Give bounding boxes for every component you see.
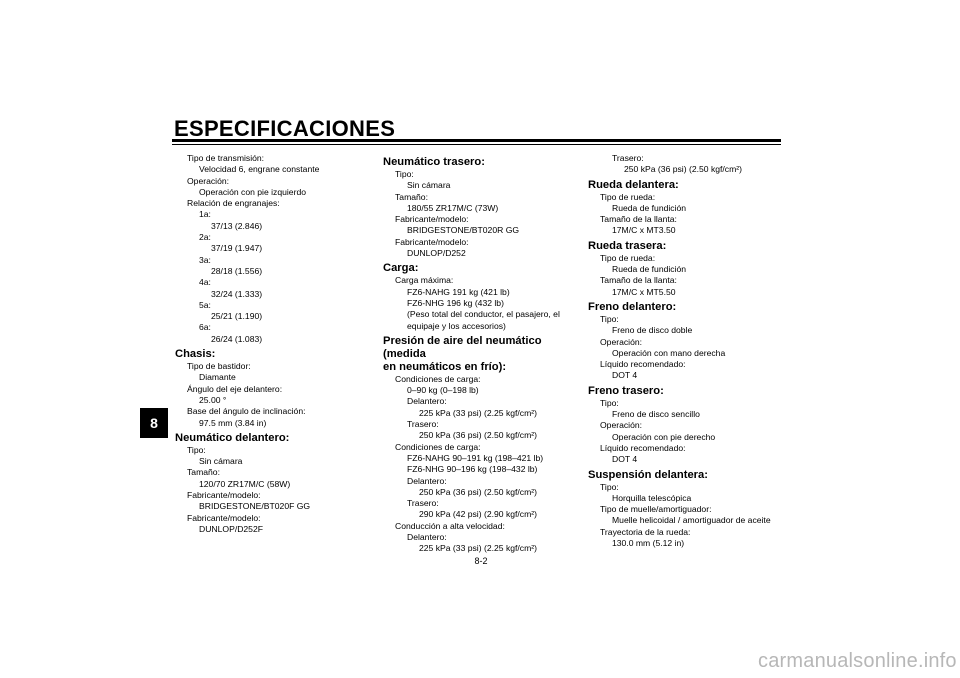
spec-label: Líquido recomendado: [600,359,686,370]
spec-label: Líquido recomendado: [600,442,686,453]
spec-value: Horquilla telescópica [612,492,692,503]
spec-column-1 [175,153,365,535]
spec-label: Tamaño de la llanta: [600,275,677,286]
spec-value: 6a: [199,322,211,333]
spec-label: Operación: [600,420,643,431]
spec-label: Conducción a alta velocidad: [395,520,505,531]
spec-value: 97.5 mm (3.84 in) [199,417,267,428]
spec-label: Fabricante/modelo: [395,214,469,225]
spec-value: Freno de disco doble [612,325,693,336]
spec-value: Trasero: [407,419,439,430]
spec-value: 25/21 (1.190) [211,311,263,322]
spec-value: DOT 4 [612,454,638,465]
spec-label: Tipo de bastidor: [187,361,251,372]
spec-label: Tamaño: [187,467,220,478]
spec-value: BRIDGESTONE/BT020F GG [199,501,311,512]
spec-value: 225 kPa (33 psi) (2.25 kgf/cm²) [419,407,537,418]
spec-value: 3a: [199,254,211,265]
spec-value: FZ6-NHG 90–196 kg (198–432 lb) [407,464,538,475]
spec-value: Sin cámara [407,180,451,191]
spec-value: 250 kPa (36 psi) (2.50 kgf/cm²) [419,430,537,441]
spec-value: Rueda de fundición [612,264,687,275]
spec-value: Velocidad 6, engrane constante [199,164,320,175]
spec-value: FZ6-NHG 196 kg (432 lb) [407,297,504,308]
spec-label: Trayectoria de la rueda: [600,526,691,537]
spec-value: FZ6-NAHG 191 kg (421 lb) [407,286,510,297]
spec-value: 290 kPa (42 psi) (2.90 kgf/cm²) [419,509,537,520]
spec-value: Sin cámara [199,456,243,467]
section-heading: Freno trasero: [588,384,664,397]
spec-value: Operación con pie derecho [612,431,716,442]
spec-value: Freno de disco sencillo [612,409,700,420]
spec-value: 2a: [199,232,211,243]
section-heading: Suspensión delantera: [588,468,708,481]
section-heading: Neumático delantero: [175,431,290,444]
spec-value: Operación con pie izquierdo [199,186,307,197]
spec-value: 250 kPa (36 psi) (2.50 kgf/cm²) [419,486,537,497]
spec-label: Tipo de rueda: [600,252,656,263]
spec-label: Condiciones de carga: [395,373,481,384]
spec-label: Tipo: [600,397,619,408]
spec-label: Tamaño de la llanta: [600,214,677,225]
spec-label: Relación de engranajes: [187,198,280,209]
spec-value: Delantero: [407,475,447,486]
spec-value: BRIDGESTONE/BT020R GG [407,225,520,236]
spec-value: 250 kPa (36 psi) (2.50 kgf/cm²) [624,164,742,175]
page-title: ESPECIFICACIONES [174,116,396,141]
spec-column-2 [383,153,583,555]
spec-value: Delantero: [407,396,447,407]
spec-value: Operación con mano derecha [612,347,726,358]
spec-label: Tipo: [600,313,619,324]
section-heading: Carga: [383,262,419,275]
spec-label: Tamaño: [395,191,428,202]
spec-label: Tipo de muelle/amortiguador: [600,504,712,515]
spec-value: 180/55 ZR17M/C (73W) [407,202,499,213]
spec-value: 25.00 ° [199,394,227,405]
spec-label: Tipo de transmisión: [187,153,265,163]
spec-value: 37/13 (2.846) [211,220,263,231]
spec-value: 26/24 (1.083) [211,333,263,344]
spec-value: 17M/C x MT3.50 [612,225,676,236]
spec-value: DUNLOP/D252F [199,523,263,534]
spec-label: Fabricante/modelo: [395,236,469,247]
spec-value: equipaje y los accesorios) [407,320,506,331]
spec-value: 0–90 kg (0–198 lb) [407,385,479,396]
spec-value: Muelle helicoidal / amortiguador de aceite [612,515,771,526]
spec-label: Base del ángulo de inclinación: [187,406,306,417]
footer-watermark: carmanualsonline.info [758,650,957,672]
spec-label: Tipo: [395,169,414,179]
spec-value: 4a: [199,277,211,288]
spec-value: 32/24 (1.333) [211,288,263,299]
spec-label: Carga máxima: [395,275,454,286]
section-heading: en neumáticos en frío): [383,360,507,373]
chapter-tab: 8 [140,408,168,438]
spec-label: Condiciones de carga: [395,441,481,452]
spec-value: (Peso total del conductor, el pasajero, el [407,309,560,320]
section-heading: Rueda trasera: [588,239,667,252]
spec-value: 5a: [199,299,211,310]
title-rule [172,139,781,145]
section-heading: Freno delantero: [588,300,677,313]
spec-label: Fabricante/modelo: [187,512,261,523]
section-heading: Chasis: [175,348,216,361]
spec-value: 1a: [199,209,211,220]
spec-value: Rueda de fundición [612,202,687,213]
spec-label: Fabricante/modelo: [187,490,261,501]
spec-value: 120/70 ZR17M/C (58W) [199,478,291,489]
spec-value: 28/18 (1.556) [211,265,263,276]
spec-label: Tipo: [187,444,206,455]
spec-label: Operación: [187,175,230,186]
section-heading: Presión de aire del neumático (medida [383,334,542,360]
spec-value: 17M/C x MT5.50 [612,286,676,297]
section-heading: Neumático trasero: [383,156,485,168]
spec-value: FZ6-NAHG 90–191 kg (198–421 lb) [407,452,544,463]
section-heading: Rueda delantera: [588,178,679,191]
spec-label: Tipo de rueda: [600,191,656,202]
spec-value: Trasero: [407,498,439,509]
spec-value: Delantero: [407,532,447,543]
spec-value: 130.0 mm (5.12 in) [612,538,685,549]
page-number: 8-2 [474,556,488,566]
spec-label: Tipo: [600,481,619,492]
spec-value: Diamante [199,372,236,383]
spec-label: Operación: [600,336,643,347]
spec-value: DOT 4 [612,370,638,381]
spec-value: 37/19 (1.947) [211,243,263,254]
spec-value: DUNLOP/D252 [407,248,466,259]
spec-value: Trasero: [612,153,644,163]
spec-value: 225 kPa (33 psi) (2.25 kgf/cm²) [419,543,537,554]
spec-label: Ángulo del eje delantero: [187,383,283,394]
spec-column-3 [588,153,788,549]
